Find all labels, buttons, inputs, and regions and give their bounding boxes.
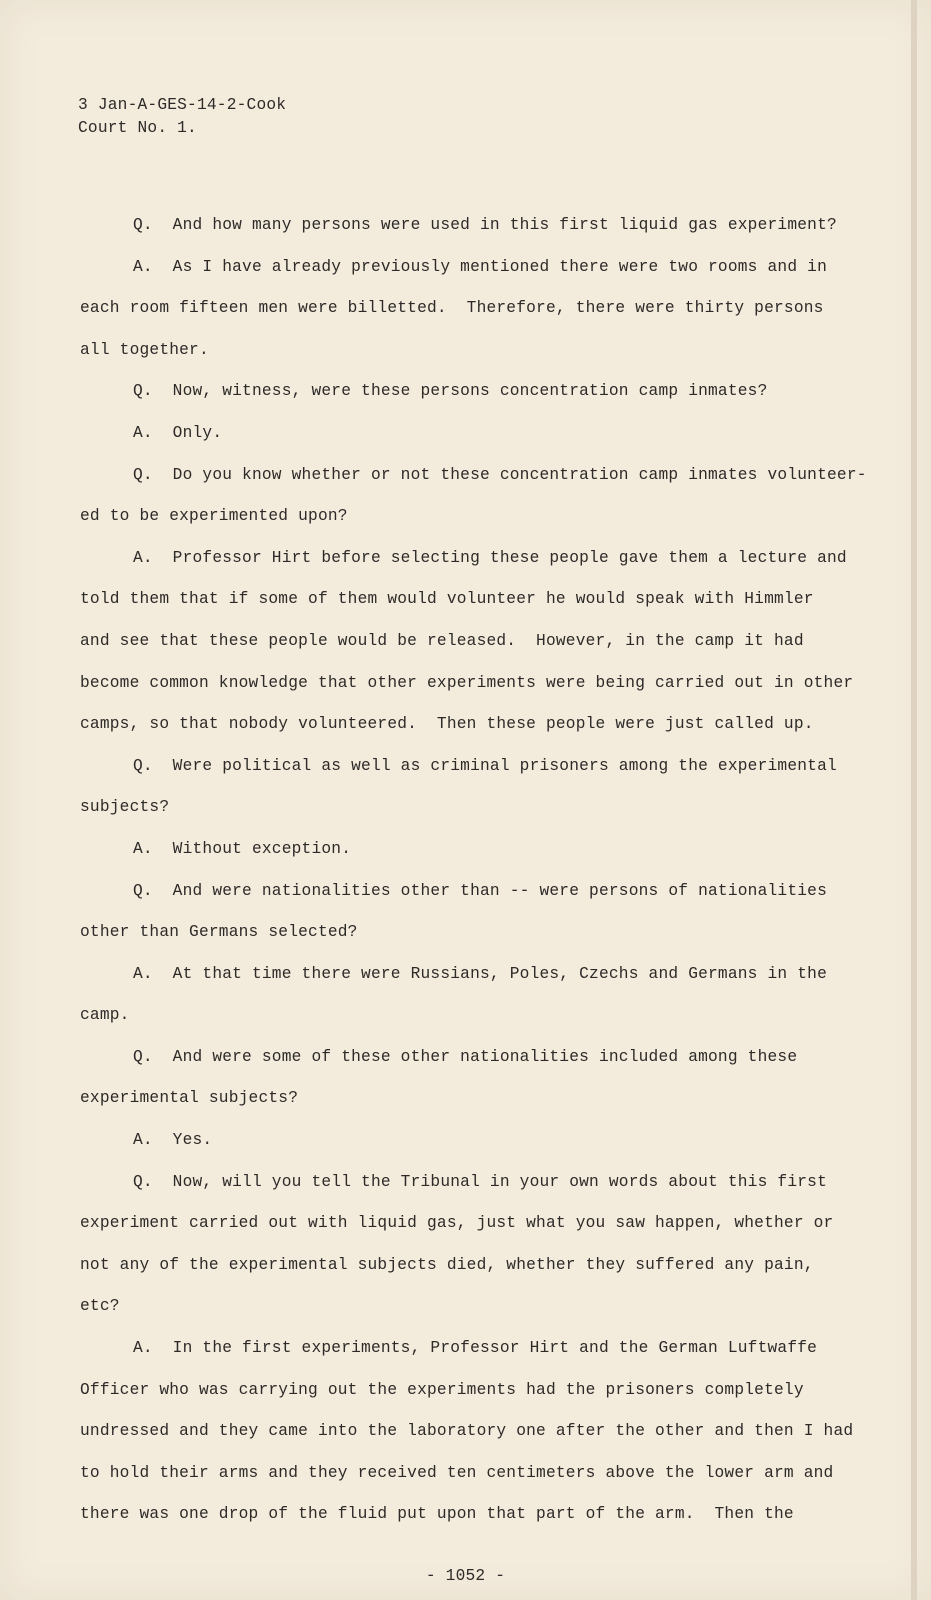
transcript-line: not any of the experimental subjects died, whether they suffered any pain, [80, 1255, 814, 1274]
transcript-line: A. Only. [133, 423, 223, 442]
page-number: - 1052 - [425, 1567, 506, 1585]
transcript-line: other than Germans selected? [80, 923, 358, 942]
transcript-line: Q. And were nationalities other than -- were persons of nationalities [133, 881, 827, 900]
transcript-line: each room fifteen men were billetted. Therefore, there were thirty persons [80, 299, 824, 318]
transcript-line: camp. [80, 1006, 130, 1025]
transcript-line: subjects? [80, 798, 170, 817]
transcript-body [80, 212, 880, 1543]
transcript-line: A. In the first experiments, Professor Hirt and the German Luftwaffe [133, 1339, 818, 1358]
transcript-line: to hold their arms and they received ten centimeters above the lower arm and [80, 1463, 834, 1482]
transcript-line: Q. And were some of these other nationalities included among these [133, 1047, 798, 1066]
transcript-line: etc? [80, 1297, 120, 1316]
transcript-line: Q. Now, witness, were these persons concentration camp inmates? [133, 382, 768, 401]
transcript-line: A. At that time there were Russians, Poles, Czechs and Germans in the [133, 964, 827, 983]
transcript-line: undressed and they came into the laboratory one after the other and then I had [80, 1422, 854, 1441]
header-court-line: Court No. 1. [78, 119, 197, 137]
transcript-line: Q. Do you know whether or not these concentration camp inmates volunteer- [133, 465, 867, 484]
transcript-line: experimental subjects? [80, 1089, 299, 1108]
transcript-line: A. As I have already previously mentioned there were two rooms and in [133, 257, 827, 276]
transcript-line: all together. [80, 340, 209, 359]
transcript-line: ed to be experimented upon? [80, 507, 348, 526]
transcript-line: A. Yes. [133, 1131, 213, 1150]
transcript-line: experiment carried out with liquid gas, just what you saw happen, whether or [80, 1214, 834, 1233]
transcript-line: camps, so that nobody volunteered. Then these people were just called up. [80, 715, 814, 734]
transcript-line: and see that these people would be released. However, in the camp it had [80, 631, 804, 650]
transcript-line: Q. Now, will you tell the Tribunal in your own words about this first [133, 1172, 827, 1191]
header-reference-line: 3 Jan-A-GES-14-2-Cook [78, 96, 287, 114]
transcript-line: Q. And how many persons were used in this first liquid gas experiment? [133, 216, 837, 234]
document-header [78, 94, 286, 140]
page-edge-shadow [911, 0, 917, 1600]
transcript-line: told them that if some of them would volunteer he would speak with Himmler [80, 590, 814, 609]
transcript-line: A. Without exception. [133, 839, 352, 858]
transcript-line: A. Professor Hirt before selecting these people gave them a lecture and [133, 548, 847, 567]
transcript-line: become common knowledge that other experiments were being carried out in other [80, 673, 854, 692]
transcript-line: Officer who was carrying out the experiments had the prisoners completely [80, 1380, 804, 1399]
transcript-line: Q. Were political as well as criminal prisoners among the experimental [133, 756, 837, 775]
transcript-line: there was one drop of the fluid put upon that part of the arm. Then the [80, 1505, 794, 1524]
